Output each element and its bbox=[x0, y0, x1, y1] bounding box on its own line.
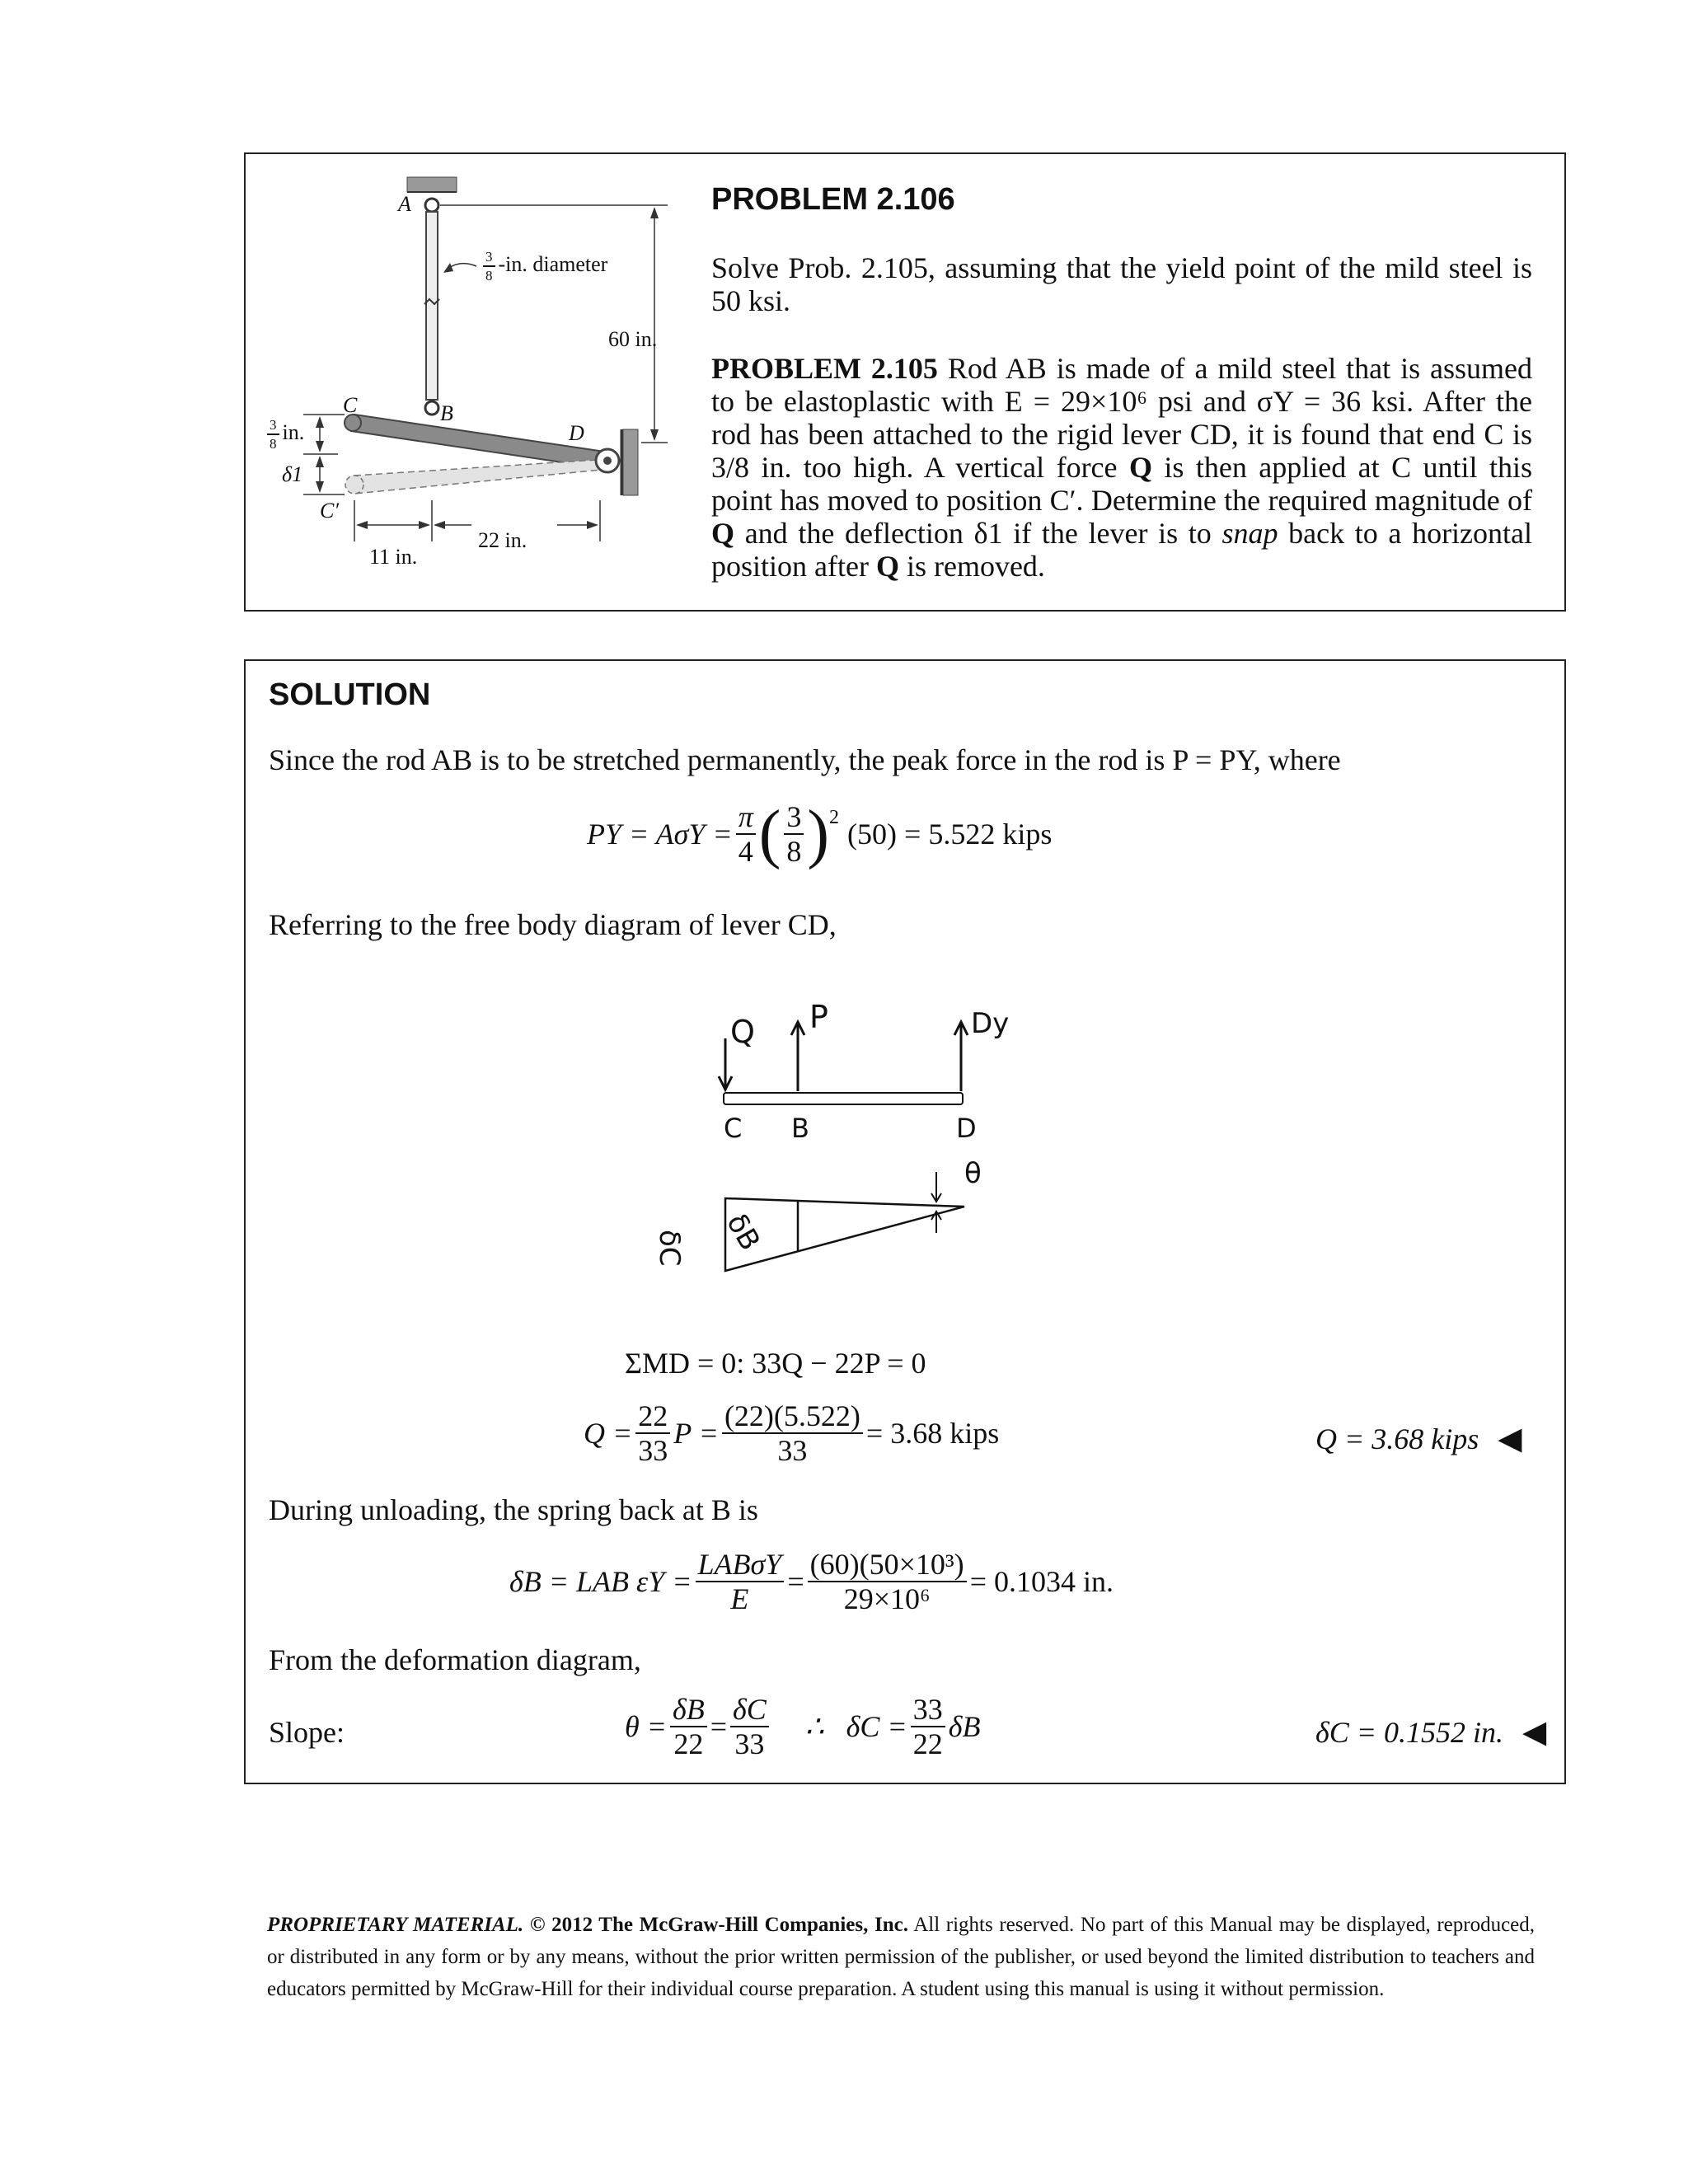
related-text-2: is then applied at C until this point has moved to position C′. Determine the required magnitude of bbox=[711, 451, 1532, 517]
answer-marker-icon: ◀ bbox=[1498, 1422, 1522, 1456]
eq-q-f1-den: 33 bbox=[638, 1434, 668, 1467]
related-text-1: Rod AB is made of a mild steel that is assumed to be elastoplastic with E = 29×10⁶ psi and σY = 36 ksi. After the rod has been attached to the rigid lever CD, it is found that end C is 3/8 in. too high. A vertical force bbox=[711, 352, 1532, 484]
footer-proprietary: PROPRIETARY MATERIAL. bbox=[267, 1914, 524, 1936]
eq-q-mid: P = bbox=[673, 1417, 719, 1450]
problem-title: PROBLEM 2.106 bbox=[711, 182, 955, 217]
footer-copyright: © 2012 The McGraw-Hill Companies, Inc. bbox=[529, 1914, 908, 1936]
fig-label-d: D bbox=[569, 421, 584, 445]
eq-db-lhs: δB = LAB εY = bbox=[509, 1565, 692, 1598]
eq-q-f1-num: 22 bbox=[635, 1401, 670, 1434]
sketch-d: D bbox=[956, 1113, 977, 1144]
sketch-dy: Dy bbox=[971, 1007, 1010, 1040]
fig-label-cprime: C′ bbox=[320, 499, 340, 523]
lever-displaced bbox=[354, 459, 610, 494]
fig-length-22: 22 in. bbox=[478, 528, 528, 552]
sketch-b: B bbox=[791, 1113, 809, 1144]
eq-theta-f2-den: 33 bbox=[734, 1727, 765, 1760]
eq-theta-therefore: ∴ δC = bbox=[804, 1710, 907, 1743]
answer-marker-icon: ◀ bbox=[1522, 1715, 1547, 1750]
footer-text: All rights reserved. No part of this Manual may be displayed, reproduced, or distributed in any form or by any means, without the prior written permission of the publisher, or used beyond the limited distribution to teachers and educators permitted by McGraw-Hill for their individual course preparation. A student using this manual is using it without permission. bbox=[267, 1914, 1536, 2000]
eq-db-res: = 0.1034 in. bbox=[969, 1565, 1114, 1598]
fig-length-11: 11 in. bbox=[369, 545, 418, 569]
problem-statement: Solve Prob. 2.105, assuming that the yield point of the mild steel is 50 ksi. bbox=[711, 251, 1532, 317]
fig-label-c: C bbox=[343, 393, 358, 417]
offset-unit: in. bbox=[282, 419, 305, 444]
eq-theta: θ = $\frac{\delta B}{22}$ = $\frac{\delta C}{33}$ ∴ δC = $\frac{33}{22}$ δB bbox=[625, 1693, 981, 1760]
eq-py-8: 8 bbox=[786, 835, 802, 868]
eq-db: δB = LAB εY = $\frac{\text{LABσY}}{E}$ = $\frac{\text{(60)(50×10³)}}{\text{29×10⁶}}$ = 0.1034 in. bbox=[509, 1548, 1114, 1615]
related-q-1: Q bbox=[1128, 451, 1152, 484]
related-q-3: Q bbox=[875, 550, 899, 583]
sketch-theta: θ bbox=[964, 1157, 982, 1190]
fig-delta1: δ1 bbox=[282, 462, 303, 486]
pin-a bbox=[425, 199, 438, 212]
eq-theta-f3-num: 33 bbox=[911, 1694, 945, 1727]
slope-label: Slope: bbox=[269, 1716, 345, 1749]
eq-q-res: = 3.68 kips bbox=[865, 1417, 1000, 1450]
offset-den: 8 bbox=[270, 436, 277, 452]
answer-q-text: Q = 3.68 kips bbox=[1315, 1422, 1479, 1455]
fbd-sketch bbox=[715, 991, 1062, 1312]
answer-dc bbox=[1315, 1716, 1546, 1749]
related-title: PROBLEM 2.105 bbox=[711, 352, 938, 385]
wall-d bbox=[623, 429, 638, 495]
related-q-2: Q bbox=[711, 517, 735, 550]
ceiling-support bbox=[407, 177, 457, 192]
eq-q-f2-num: (22)(5.522) bbox=[722, 1401, 863, 1434]
solution-intro: Since the rod AB is to be stretched permanently, the peak force in the rod is P = PY, where bbox=[269, 743, 1341, 776]
eq-db-f1-den: E bbox=[730, 1582, 749, 1615]
offset-num: 3 bbox=[267, 418, 279, 435]
eq-py-rest: (50) = 5.522 kips bbox=[847, 818, 1053, 851]
related-problem bbox=[711, 352, 1532, 583]
eq-db-f1-num: LABσY bbox=[696, 1549, 785, 1582]
answer-dc-text: δC = 0.1552 in. bbox=[1315, 1716, 1504, 1749]
sketch-dc: δC bbox=[653, 1230, 686, 1267]
eq-py-four: 4 bbox=[738, 835, 753, 868]
eq-py-3: 3 bbox=[784, 802, 804, 835]
eq-theta-lhs: θ = bbox=[625, 1710, 667, 1743]
eq-py: PY = AσY = $\frac{\pi}{4}$ ( $\frac{3}{8}$ ) $^2$ (50) = 5.522 kips bbox=[587, 798, 1053, 870]
eq-q-f2-den: 33 bbox=[777, 1434, 808, 1467]
diameter-num: 3 bbox=[483, 250, 495, 267]
related-snap: snap bbox=[1221, 517, 1278, 550]
fig-label-b: B bbox=[440, 401, 453, 425]
related-text-3: and the deflection δ1 if the lever is to bbox=[744, 517, 1212, 550]
eq-theta-f3-den: 22 bbox=[912, 1727, 943, 1760]
eq-theta-end: δB bbox=[948, 1710, 981, 1743]
rod-ab bbox=[426, 212, 438, 400]
fbd-beam bbox=[724, 1093, 963, 1104]
eq-theta-f1-den: 22 bbox=[673, 1727, 704, 1760]
eq-q bbox=[584, 1401, 999, 1465]
unloading-text: During unloading, the spring back at B is bbox=[269, 1493, 758, 1526]
fig-diameter-label bbox=[480, 250, 607, 283]
eq-theta-f2-num: δC bbox=[730, 1694, 769, 1727]
solution-box bbox=[244, 659, 1566, 1784]
sketch-c: C bbox=[724, 1113, 743, 1144]
copyright-footer bbox=[267, 1909, 1535, 2005]
solution-heading: SOLUTION bbox=[269, 677, 431, 712]
eq-py-pi: π bbox=[736, 802, 756, 835]
fbd-intro: Referring to the free body diagram of lever CD, bbox=[269, 908, 837, 941]
eq-theta-f1-num: δB bbox=[670, 1694, 707, 1727]
related-text-5: is removed. bbox=[906, 550, 1045, 583]
fig-length-60: 60 in. bbox=[608, 327, 658, 351]
related-text-4: back to a horizontal position after bbox=[711, 517, 1533, 583]
eq-db-f2-num: (60)(50×10³) bbox=[808, 1549, 967, 1582]
answer-q bbox=[1315, 1422, 1522, 1455]
eq-py-lhs: PY = AσY = bbox=[587, 818, 733, 851]
eq-db-f2-den: 29×10⁶ bbox=[843, 1582, 931, 1615]
pin-b bbox=[425, 401, 438, 415]
eq-moment: ΣMD = 0: 33Q − 22P = 0 bbox=[625, 1347, 926, 1380]
eq-q-lhs: Q = bbox=[584, 1417, 633, 1450]
sketch-p: P bbox=[809, 999, 828, 1035]
problem-box bbox=[244, 152, 1566, 612]
deform-text: From the deformation diagram, bbox=[269, 1643, 641, 1676]
fig-offset-label bbox=[264, 418, 304, 451]
sketch-q: Q bbox=[730, 1014, 755, 1050]
sketch-db: δB bbox=[720, 1208, 767, 1257]
fig-label-a: A bbox=[398, 192, 411, 216]
diameter-den: 8 bbox=[485, 268, 493, 284]
diameter-text: -in. diameter bbox=[498, 251, 608, 276]
